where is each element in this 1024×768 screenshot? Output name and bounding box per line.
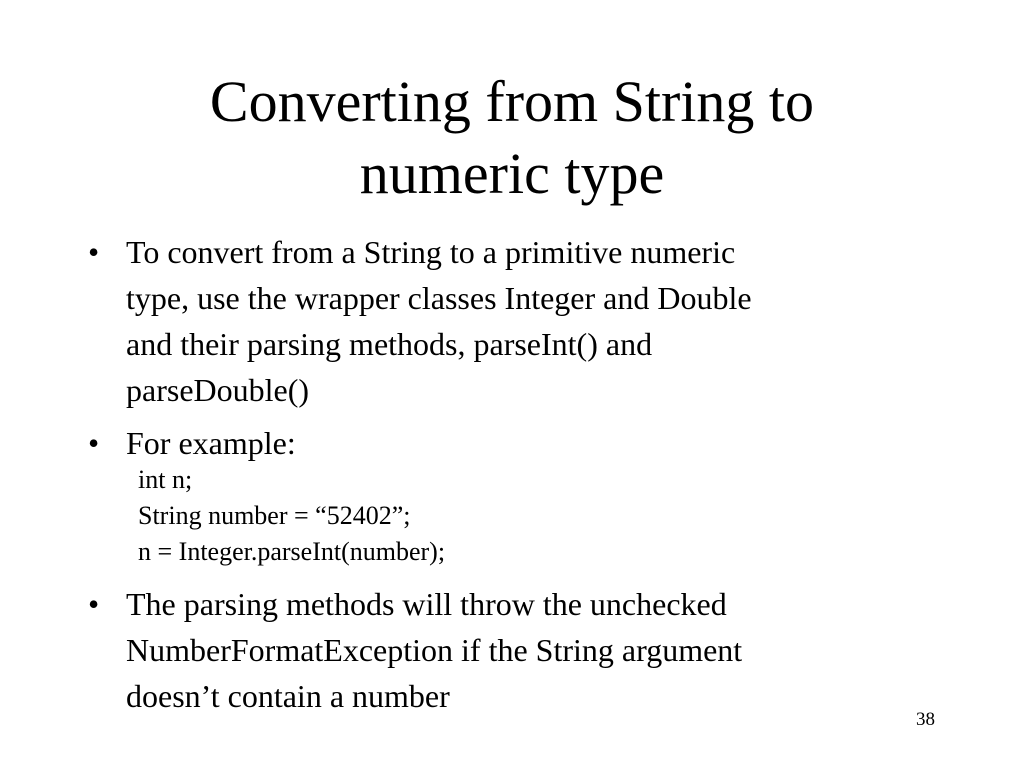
- bullet-text-line: To convert from a String to a primitive numeric: [126, 234, 736, 270]
- bullet-text-line: For example:: [126, 425, 296, 461]
- code-line: int n;: [138, 465, 193, 494]
- slide-title-line: numeric type: [359, 141, 665, 206]
- slide-title-line: Converting from String to: [209, 69, 815, 134]
- bullet-text-line: type, use the wrapper classes Integer and Double: [126, 280, 752, 316]
- bullet-text-line: doesn’t contain a number: [126, 678, 450, 714]
- code-example: [138, 462, 445, 570]
- bullet-text: [126, 420, 926, 466]
- bullet-text: [126, 229, 926, 413]
- bullet-text-line: The parsing methods will throw the unchecked: [126, 586, 727, 622]
- bullet-text-line: NumberFormatException if the String argument: [126, 632, 743, 668]
- code-line: String number = “52402”;: [138, 501, 411, 530]
- bullet-text: [126, 581, 926, 719]
- page-number: 38: [916, 709, 935, 730]
- bullet-marker: •: [88, 586, 100, 622]
- code-line: n = Integer.parseInt(number);: [138, 537, 446, 566]
- bullet-marker: •: [88, 425, 100, 461]
- bullet-text-line: parseDouble(): [126, 372, 310, 408]
- bullet-text-line: and their parsing methods, parseInt() and: [126, 326, 653, 362]
- bullet-marker: •: [88, 234, 100, 270]
